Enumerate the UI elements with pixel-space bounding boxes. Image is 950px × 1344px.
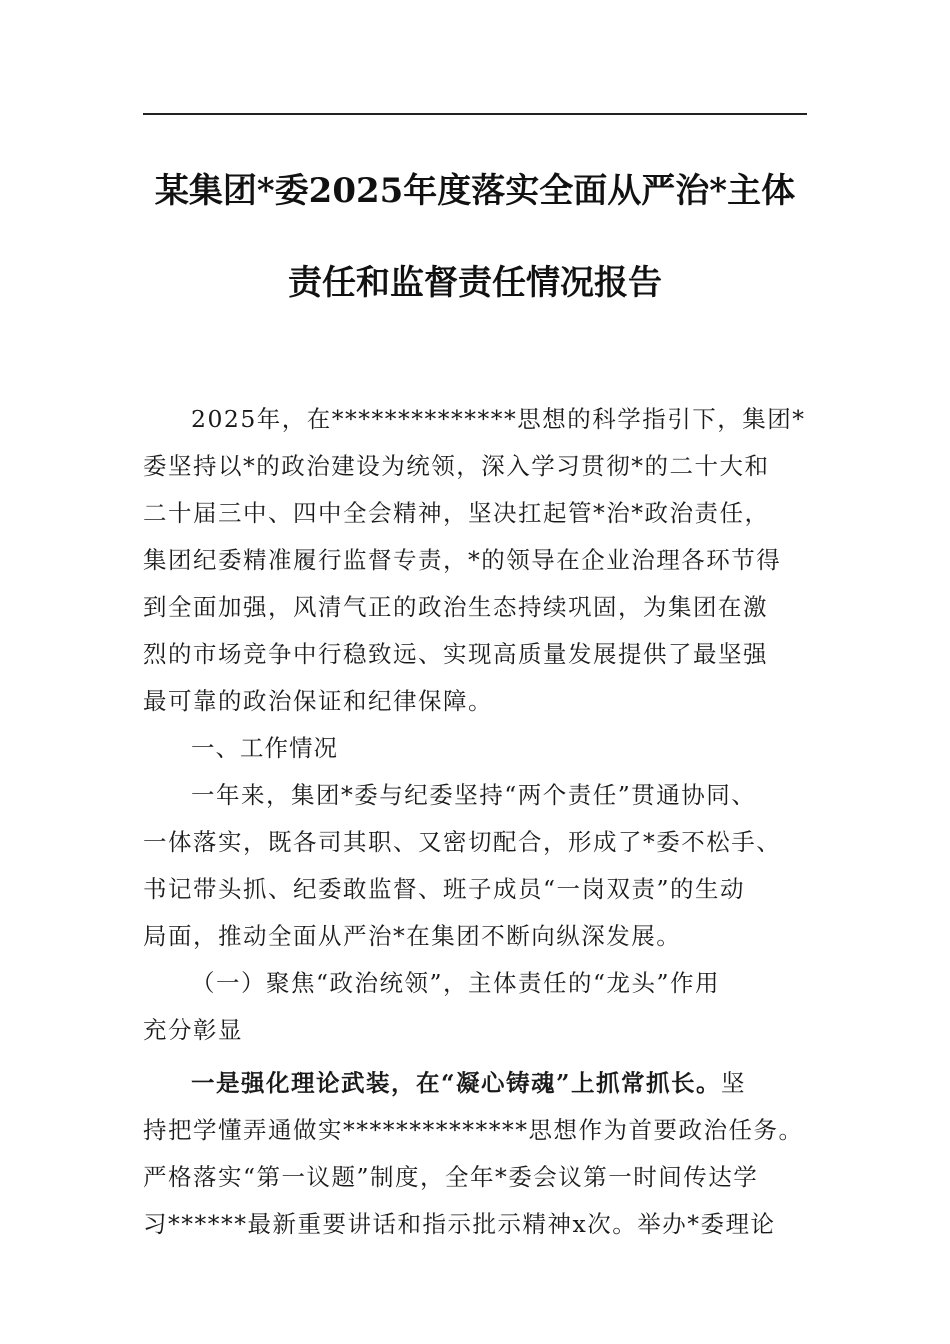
document-title-line-2: 责任和监督责任情况报告 — [288, 263, 662, 303]
document-body — [143, 396, 807, 1248]
text-line: 烈的市场竞争中行稳致远、实现高质量发展提供了最坚强 — [143, 640, 768, 668]
text-line: 委坚持以*的政治建设为统领，深入学习贯彻*的二十大和 — [143, 452, 770, 480]
text-line: 严格落实“第一议题”制度，全年*委会议第一时间传达学 — [143, 1163, 759, 1191]
text-line: 局面，推动全面从严治*在集团不断向纵深发展。 — [143, 922, 682, 950]
lead-sentence: 一是强化理论武装，在“凝心铸魂”上抓常抓长。 — [191, 1069, 722, 1097]
subsection-heading-1 — [143, 960, 807, 1054]
paragraph-overview — [143, 772, 807, 960]
text-line: 充分彰显 — [143, 1016, 243, 1044]
text-line: 集团纪委精准履行监督专责，*的领导在企业治理各环节得 — [143, 546, 782, 574]
paragraph-intro — [143, 396, 807, 725]
section-heading-work-status: 一、工作情况 — [191, 734, 338, 762]
paragraph-theory — [143, 1060, 807, 1248]
text-fragment: 坚 — [721, 1069, 747, 1097]
header-rule — [143, 113, 807, 115]
text-line: 二十届三中、四中全会精神，坚决扛起管*治*政治责任， — [143, 499, 770, 527]
document-title-line-1: 某集团*委2025年度落实全面从严治*主体 — [154, 171, 796, 211]
text-line: 持把学懂弄通做实**************思想作为首要政治任务。 — [143, 1116, 804, 1144]
text-line: 到全面加强，风清气正的政治生态持续巩固，为集团在激 — [143, 593, 768, 621]
text-line: 习******最新重要讲话和指示批示精神x次。举办*委理论 — [143, 1210, 776, 1238]
text-line: 最可靠的政治保证和纪律保障。 — [143, 687, 493, 715]
text-line: （一）聚焦“政治统领”，主体责任的“龙头”作用 — [191, 969, 721, 997]
text-line: 书记带头抓、纪委敢监督、班子成员“一岗双责”的生动 — [143, 875, 746, 903]
text-line: 一体落实，既各司其职、又密切配合，形成了*委不松手、 — [143, 828, 782, 856]
text-line: 一年来，集团*委与纪委坚持“两个责任”贯通协同、 — [191, 781, 757, 809]
text-line: 2025年，在**************思想的科学指引下，集团* — [191, 405, 806, 433]
text-line — [143, 1060, 807, 1107]
